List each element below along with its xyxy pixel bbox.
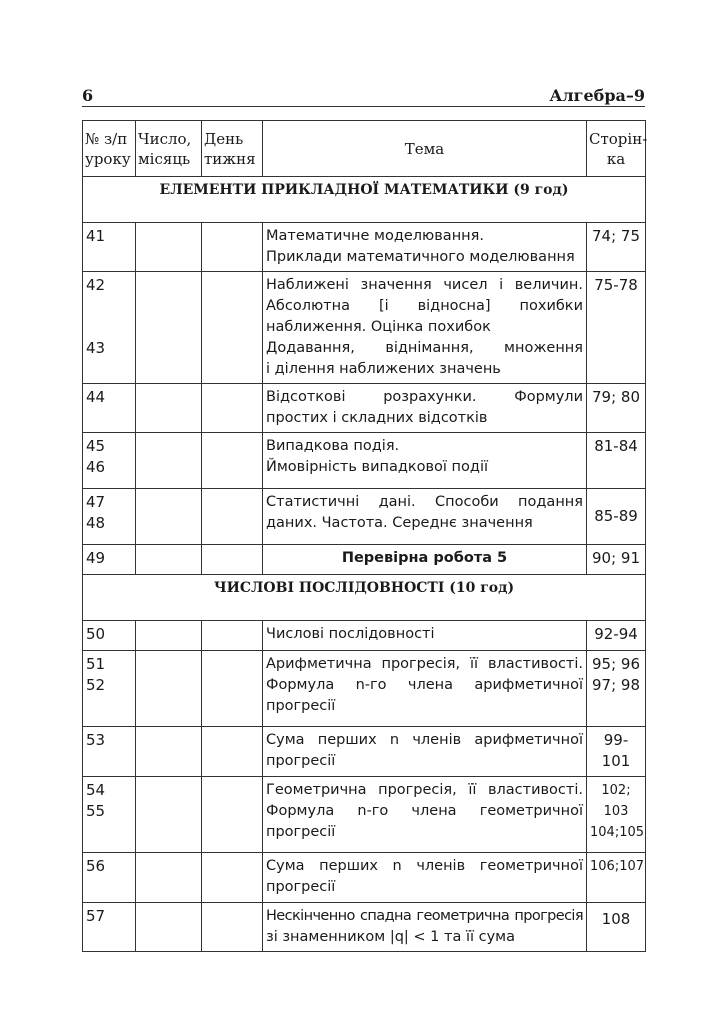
page-reference: 108: [601, 910, 631, 928]
topic-line: Випадкова подія.: [266, 438, 400, 454]
table-row: [83, 903, 646, 952]
date-cell[interactable]: [136, 272, 202, 384]
topic-cell: [263, 727, 587, 777]
column-header-date: Число, місяць: [136, 121, 202, 177]
topic-line: Математичне моделювання.: [266, 228, 484, 244]
table-row: [83, 853, 646, 903]
topic-line: Числові послідовності: [266, 626, 435, 642]
topic-cell: [263, 853, 587, 903]
lesson-number: 44: [86, 388, 106, 406]
topic-line: прогресії: [266, 879, 336, 895]
topic-line: Сума перших n членів арифметичної: [266, 732, 583, 748]
section-title: ЧИСЛОВІ ПОСЛІДОВНОСТІ (10 год): [83, 575, 646, 621]
topic-line: Перевірна робота 5: [341, 550, 508, 566]
weekday-cell[interactable]: [202, 853, 263, 903]
page-number: 6: [82, 86, 94, 105]
topic-line: Формула n-го члена геометричної: [266, 803, 583, 819]
lesson-plan-table: [82, 120, 646, 952]
lesson-number-cell: [83, 272, 136, 384]
lesson-number: 51: [86, 655, 106, 673]
topic-line: зі знаменником |q| < 1 та її сума: [266, 929, 516, 945]
topic-line: Сума перших n членів геометричної: [266, 858, 583, 874]
topic-cell: [263, 223, 587, 272]
page-cell: [587, 621, 646, 651]
table-row: [83, 727, 646, 777]
page-reference: 104;105: [590, 825, 645, 840]
lesson-number: [86, 317, 132, 338]
topic-line: Геометрична прогресія, її властивості.: [266, 782, 583, 798]
table-row: [83, 433, 646, 489]
topic-line: і ділення наближених значень: [266, 361, 501, 377]
lesson-number-cell: [83, 223, 136, 272]
weekday-cell[interactable]: [202, 621, 263, 651]
lesson-number-cell: [83, 489, 136, 545]
page-reference: 90; 91: [592, 549, 640, 567]
page-cell: [587, 433, 646, 489]
page-reference: 85-89: [594, 507, 638, 525]
lesson-number: 47: [86, 493, 106, 511]
page-cell: [587, 545, 646, 575]
lesson-number: 53: [86, 731, 106, 749]
page-reference: 97; 98: [592, 676, 640, 694]
lesson-number: 48: [86, 514, 106, 532]
table-row: [83, 384, 646, 433]
date-cell[interactable]: [136, 853, 202, 903]
weekday-cell[interactable]: [202, 223, 263, 272]
page-reference: 102; 103: [601, 783, 631, 819]
weekday-cell[interactable]: [202, 903, 263, 952]
topic-line: Відсоткові розрахунки. Формули: [266, 389, 583, 405]
page-cell: [587, 853, 646, 903]
table-row: [83, 223, 646, 272]
lesson-number: 42: [86, 276, 106, 294]
topic-line: Формула n-го члена арифметичної: [266, 677, 583, 693]
topic-cell: [263, 433, 587, 489]
page-reference: 74; 75: [592, 227, 640, 245]
topic-line: Статистичні дані. Способи подання: [266, 494, 583, 510]
table-row: [83, 651, 646, 727]
lesson-number: 50: [86, 625, 106, 643]
weekday-cell[interactable]: [202, 433, 263, 489]
topic-cell: [263, 545, 587, 575]
topic-cell: [263, 651, 587, 727]
topic-line: Додавання, віднімання, множення: [266, 340, 583, 356]
lesson-number-cell: [83, 384, 136, 433]
topic-line: Ймовірність випадкової події: [266, 459, 488, 475]
page-reference: 106;107: [590, 859, 645, 874]
table-row: [83, 272, 646, 384]
weekday-cell[interactable]: [202, 545, 263, 575]
section-row: [83, 177, 646, 223]
column-header-page: Сторін- ка: [587, 121, 646, 177]
weekday-cell[interactable]: [202, 651, 263, 727]
lesson-number-cell: [83, 621, 136, 651]
page-reference: 79; 80: [592, 388, 640, 406]
lesson-number: 52: [86, 676, 106, 694]
lesson-number-cell: [83, 651, 136, 727]
section-title: ЕЛЕМЕНТИ ПРИКЛАДНОЇ МАТЕМАТИКИ (9 год): [83, 177, 646, 223]
page-cell: [587, 727, 646, 777]
lesson-number: 54: [86, 781, 106, 799]
lesson-number-cell: [83, 777, 136, 853]
lesson-number-cell: [83, 903, 136, 952]
topic-cell: [263, 489, 587, 545]
page-cell: [587, 777, 646, 853]
page-reference: 92-94: [594, 625, 638, 643]
column-header-number: № з/п уроку: [83, 121, 136, 177]
book-title: Алгебра–9: [549, 86, 645, 105]
weekday-cell[interactable]: [202, 727, 263, 777]
lesson-number-cell: [83, 433, 136, 489]
topic-line: прогресії: [266, 753, 336, 769]
page-cell: [587, 489, 646, 545]
page-reference: 75-78: [594, 276, 638, 294]
topic-line: простих і складних відсотків: [266, 410, 488, 426]
lesson-number: 45: [86, 437, 106, 455]
table-header-row: [83, 121, 646, 177]
topic-line: прогресії: [266, 698, 336, 714]
date-cell[interactable]: [136, 727, 202, 777]
table-row: [83, 545, 646, 575]
table-row: [83, 621, 646, 651]
topic-cell: [263, 384, 587, 433]
topic-line: Наближені значення чисел і величин.: [266, 277, 583, 293]
date-cell[interactable]: [136, 777, 202, 853]
lesson-number: 41: [86, 227, 106, 245]
date-cell[interactable]: [136, 545, 202, 575]
date-cell[interactable]: [136, 433, 202, 489]
date-cell[interactable]: [136, 384, 202, 433]
date-cell[interactable]: [136, 223, 202, 272]
weekday-cell[interactable]: [202, 272, 263, 384]
topic-cell: [263, 272, 587, 384]
section-row: [83, 575, 646, 621]
topic-line: прогресії: [266, 824, 336, 840]
topic-line: Арифметична прогресія, її властивості.: [266, 656, 583, 672]
page-reference: 99-101: [601, 731, 631, 770]
table-row: [83, 777, 646, 853]
table-body: [83, 177, 646, 952]
lesson-number: 55: [86, 802, 106, 820]
topic-line: Нескінченно спадна геометрична прогресія: [266, 908, 583, 924]
page-reference: 81-84: [594, 437, 638, 455]
column-header-topic: Тема: [263, 121, 587, 177]
lesson-number: [86, 296, 132, 317]
running-head: [82, 84, 645, 107]
topic-line: даних. Частота. Середнє значення: [266, 515, 533, 531]
page-reference: 95; 96: [592, 655, 640, 673]
table-row: [83, 489, 646, 545]
topic-line: Абсолютна [і відносна] похибки: [266, 298, 583, 314]
lesson-number: 56: [86, 857, 106, 875]
lesson-number: 49: [86, 549, 106, 567]
topic-cell: [263, 621, 587, 651]
weekday-cell[interactable]: [202, 777, 263, 853]
lesson-number-cell: [83, 727, 136, 777]
lesson-number-cell: [83, 853, 136, 903]
date-cell[interactable]: [136, 651, 202, 727]
lesson-number: 43: [86, 339, 106, 357]
column-header-weekday: День тижня: [202, 121, 263, 177]
date-cell[interactable]: [136, 621, 202, 651]
weekday-cell[interactable]: [202, 489, 263, 545]
lesson-number-cell: [83, 545, 136, 575]
lesson-number: 57: [86, 907, 106, 925]
weekday-cell[interactable]: [202, 384, 263, 433]
page-cell: [587, 272, 646, 384]
topic-line: Приклади математичного моделювання: [266, 249, 575, 265]
page-cell: [587, 903, 646, 952]
topic-line: наближення. Оцінка похибок: [266, 319, 491, 335]
page-cell: [587, 223, 646, 272]
page-cell: [587, 651, 646, 727]
topic-cell: [263, 777, 587, 853]
lesson-number: 46: [86, 458, 106, 476]
topic-cell: [263, 903, 587, 952]
date-cell[interactable]: [136, 489, 202, 545]
page-cell: [587, 384, 646, 433]
date-cell[interactable]: [136, 903, 202, 952]
